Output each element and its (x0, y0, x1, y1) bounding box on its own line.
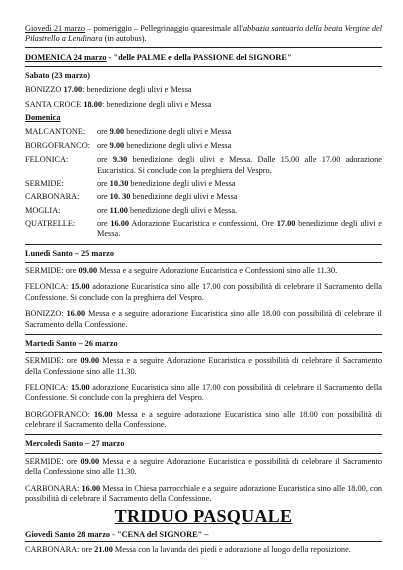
sabato-line-santa-croce: SANTA CROCE 18.00: benedizione degli ulivi e Messa (25, 99, 212, 109)
divider (25, 47, 382, 48)
sabato-heading: Sabato (23 marzo) (25, 71, 90, 81)
martedi-item: FELONICA: 15.00 adorazione Eucaristica sino alle 17.00 con possibilità di celebrare il Sacramento della Confessione. Si conclude con la preghiera del Vespro. (25, 382, 382, 403)
lunedi-title: Lunedì Santo – 25 marzo (25, 248, 114, 258)
divider (25, 334, 382, 335)
intro-date: Giovedì 21 marzo (25, 24, 86, 33)
mercoledi-item: CARBONARA: 16.00 Messa in Chiesa parrocchiale e a seguire adorazione Eucaristica sino alle 18.00, con possibilità di celebrare il Sacramento della Confessione. (25, 483, 382, 503)
domenica-line: SERMIDE: ore 10.30 benedizione degli ulivi e Messa (25, 178, 236, 188)
divider (25, 541, 382, 542)
divider (25, 434, 382, 435)
giovedi-item: CARBONARA: ore 21.00 Messa con la lavanda dei piedi e adorazione al luogo della reposizione. (25, 545, 351, 555)
domenica-line: MALCANTONE: ore 9.00 benedizione degli ulivi e Messa (25, 126, 232, 136)
mercoledi-item: SERMIDE: ore 09.00 Messa e a seguire Adorazione Eucaristica e possibilità di celebrare il Sacramento della Confessione sino alle 11.30. (25, 456, 382, 477)
martedi-item: BORGOFRANCO: 16.00 Messa e a seguire adorazione Eucaristica sino alle 18.00 con possibilità di celebrare il Sacramento della Confessione. (25, 409, 382, 430)
document-page (25, 24, 382, 556)
domenica-line: MOGLIA: ore 11.00 benedizione degli ulivi e Messa. (25, 205, 238, 215)
domenica-line: CARBONARA: ore 10. 30 benedizione degli ulivi e Messa (25, 192, 238, 202)
divider (25, 262, 382, 263)
domenica-heading: Domenica (25, 113, 61, 123)
domenica-line: QUATRELLE: ore 16.00 Adorazione Eucaristica e confessioni. Ore 17.00 benedizione degli ulivi e Messa. (25, 219, 382, 239)
intro-paragraph: Giovedì 21 marzo – pomeriggio – Pellegrinaggio quaresimale all'abbazia santuario della beata Vergine del Pilastrello a Lendinara (in autobus). (25, 24, 382, 44)
triduo-heading: TRIDUO PASQUALE (114, 506, 293, 527)
martedi-title: Martedì Santo – 26 marzo (25, 338, 118, 348)
lunedi-item: BONIZZO: 16.00 Messa e a seguire adorazione Eucaristica sino alle 18.00 con possibilità di celebrare il Sacramento della Confessione. (25, 309, 382, 329)
domenica-line: BORGOFRANCO: ore 9.00 benedizione degli ulivi e Messa (25, 140, 232, 150)
divider (25, 66, 382, 67)
lunedi-item: SERMIDE: ore 09.00 Messa e a seguire Adorazione Eucaristica e Confessioni sino alle 11.30. (25, 266, 338, 276)
mercoledi-title: Mercoledì Santo – 27 marzo (25, 439, 125, 449)
lunedi-item: FELONICA: 15.00 adorazione Eucaristica sino alle 17.00 con possibilità di celebrare il Sacramento della Confessione. Si conclude con la preghiera del Vespro. (25, 282, 382, 302)
domenica-line: FELONICA: ore 9.30 benedizione degli ulivi e Messa. Dalle 15.00 alle 17.00 adorazione Eucaristica. Si conclude con la preghiera del Vespro. (25, 155, 382, 175)
sabato-line-bonizzo: BONIZZO 17.00: benedizione degli ulivi e Messa (25, 85, 192, 95)
giovedi-title: Giovedì Santo 28 marzo - "CENA del SIGNORE" – (25, 530, 209, 540)
martedi-item: SERMIDE: ore 09.00 Messa e a seguire Adorazione Eucaristica e possibilità di celebrare il Sacramento della Confessione sino alle 11.30. (25, 356, 382, 376)
divider (25, 352, 382, 353)
domenica-title: DOMENICA 24 marzo - "delle PALME e della PASSIONE del SIGNORE" (25, 52, 292, 62)
divider (25, 244, 382, 245)
divider (25, 453, 382, 454)
